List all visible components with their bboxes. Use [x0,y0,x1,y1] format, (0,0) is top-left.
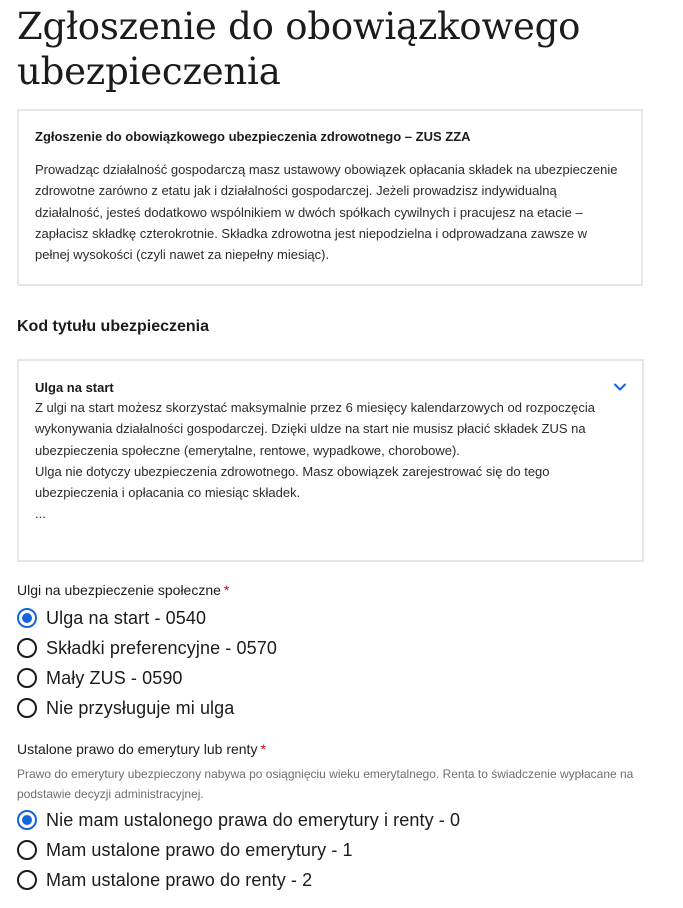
radio-button[interactable] [17,668,37,688]
pension-right-label-text: Ustalone prawo do emerytury lub renty [17,741,258,757]
radio-button[interactable] [17,638,37,658]
accordion-ulga-na-start[interactable] [17,359,644,562]
social-relief-label-text: Ulgi na ubezpieczenie społeczne [17,582,221,598]
radio-button[interactable] [17,698,37,718]
pension-right-label [17,741,266,757]
radio-label[interactable]: Nie mam ustalonego prawa do emerytury i renty - 0 [46,809,461,830]
radio-skladki-preferencyjne[interactable] [17,636,277,660]
accordion-paragraph: Z ulgi na start możesz skorzystać maksymalnie przez 6 miesięcy kalendarzowych od rozpoczęcia wykonywania działalności gospodarczej. Dzięki uldze na start nie musisz płacić składek ZUS na ubezpieczenia społeczne (emerytalne, rentowe, wypadkowe, chorobowe). [35,400,595,458]
accordion-ellipsis: ... [35,506,46,522]
radio-maly-zus[interactable] [17,666,183,690]
radio-nie-przysluguje[interactable] [17,696,234,720]
radio-label[interactable]: Ulga na start - 0540 [46,607,207,628]
required-mark: * [260,741,266,757]
page-title: Zgłoszenie do obowiązkowego ubezpieczenia [17,5,581,93]
section-heading: Kod tytułu ubezpieczenia [17,318,210,335]
radio-label[interactable]: Mam ustalone prawo do emerytury - 1 [46,839,353,860]
radio-label[interactable]: Mały ZUS - 0590 [46,667,183,688]
info-box [17,109,643,286]
radio-ulga-na-start[interactable] [17,606,206,630]
radio-button-checked[interactable] [17,810,37,830]
radio-label[interactable]: Mam ustalone prawo do renty - 2 [46,869,313,890]
radio-label[interactable]: Nie przysługuje mi ulga [46,697,235,718]
radio-button-checked[interactable] [17,608,37,628]
radio-button[interactable] [17,870,37,890]
accordion-title[interactable]: Ulga na start [35,380,114,395]
radio-label[interactable]: Składki preferencyjne - 0570 [46,637,277,658]
info-box-heading: Zgłoszenie do obowiązkowego ubezpieczenia zdrowotnego – ZUS ZZA [35,129,471,144]
radio-brak-prawa[interactable] [17,808,460,832]
radio-prawo-renta[interactable] [17,868,312,892]
chevron-down-icon[interactable] [612,379,628,395]
info-box-body: Prowadząc działalność gospodarczą masz ustawowy obowiązek opłacania składek na ubezpieczenie zdrowotne zarówno z etatu jak i działalności gospodarczej. Jeżeli prowadzisz indywidualną działalność, jesteś dodatkowo wspólnikiem w dwóch spółkach cywilnych i pracujesz na etacie – zapłacisz składkę czterokrotnie. Składka zdrowotna jest niepodzielna i odprowadzana zawsze w pełnej wysokości (czyli nawet za niepełny miesiąc). [35,162,618,263]
radio-button[interactable] [17,840,37,860]
required-mark: * [223,582,230,598]
accordion-paragraph: Ulga nie dotyczy ubezpieczenia zdrowotnego. Masz obowiązek zarejestrować się do tego ubezpieczenia i opłacania co miesiąc składek. [35,463,550,501]
accordion-body [35,397,595,525]
radio-prawo-emerytura[interactable] [17,838,353,862]
social-relief-label [17,582,229,598]
pension-right-helper: Prawo do emerytury ubezpieczony nabywa po osiągnięciu wieku emerytalnego. Renta to świadczenie wypłacane na podstawie decyzji administracyjnej. [17,767,634,801]
